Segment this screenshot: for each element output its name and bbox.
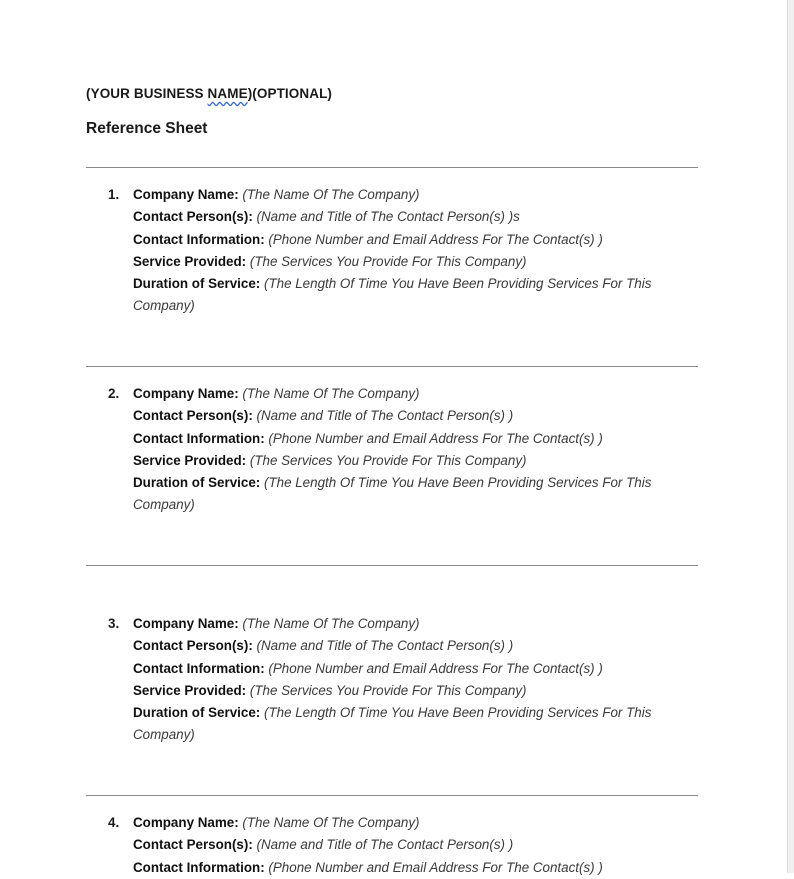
contact-person-value: (Name and Title of The Contact Person(s) )	[256, 638, 514, 654]
contact-person-line	[133, 635, 708, 657]
company-name-label: Company Name:	[133, 815, 239, 830]
contact-information-label: Contact Information:	[133, 430, 265, 446]
contact-information-label: Contact Information:	[133, 231, 265, 247]
divider-4	[86, 795, 698, 796]
contact-person-line	[133, 206, 708, 228]
contact-person-label: Contact Person(s):	[133, 837, 253, 853]
duration-value: (The Length Of Time You Have Been Providing Services For This Company)	[133, 705, 652, 743]
entry-number: 2.	[108, 386, 120, 401]
contact-information-line	[133, 857, 708, 879]
service-provided-label: Service Provided:	[133, 452, 247, 468]
contact-person-label: Contact Person(s):	[133, 408, 253, 424]
duration-label: Duration of Service:	[133, 475, 261, 491]
service-provided-line	[133, 450, 708, 472]
duration-value: (The Length Of Time You Have Been Providing Services For This Company)	[133, 475, 652, 513]
contact-information-value: (Phone Number and Email Address For The Contact(s) )	[268, 430, 603, 446]
business-prefix: (YOUR BUSINESS	[86, 86, 208, 101]
company-name-line	[133, 812, 708, 834]
business-suffix: )(OPTIONAL)	[247, 86, 333, 101]
contact-person-value: (Name and Title of The Contact Person(s) )	[256, 408, 514, 424]
contact-information-line	[133, 428, 708, 450]
entry-number: 1.	[108, 187, 120, 202]
duration-label: Duration of Service:	[133, 276, 261, 292]
company-name-value: (The Name Of The Company)	[242, 616, 420, 631]
company-name-value: (The Name Of The Company)	[242, 815, 420, 830]
contact-information-value: (Phone Number and Email Address For The Contact(s) )	[268, 660, 603, 676]
contact-person-label: Contact Person(s):	[133, 209, 253, 225]
service-provided-value: (The Services You Provide For This Company)	[249, 452, 527, 468]
contact-information-line	[133, 229, 708, 251]
divider-1	[86, 167, 698, 168]
page-title: Reference Sheet	[86, 120, 208, 137]
entry-number: 3.	[108, 616, 120, 631]
service-provided-line	[133, 680, 708, 702]
contact-information-label: Contact Information:	[133, 660, 265, 676]
company-name-label: Company Name:	[133, 187, 239, 202]
service-provided-value: (The Services You Provide For This Company)	[249, 682, 527, 698]
reference-entry-4	[108, 812, 708, 879]
duration-value: (The Length Of Time You Have Been Providing Services For This Company)	[133, 276, 652, 314]
business-name-heading	[86, 86, 332, 101]
service-provided-label: Service Provided:	[133, 682, 247, 698]
service-provided-line	[133, 251, 708, 273]
contact-person-value: (Name and Title of The Contact Person(s) )s	[256, 209, 520, 225]
company-name-label: Company Name:	[133, 386, 239, 401]
duration-line	[133, 702, 703, 747]
contact-person-line	[133, 834, 708, 856]
divider-2	[86, 366, 698, 367]
company-name-label: Company Name:	[133, 616, 239, 631]
contact-person-label: Contact Person(s):	[133, 638, 253, 654]
divider-3	[86, 565, 698, 566]
contact-information-value: (Phone Number and Email Address For The Contact(s) )	[268, 859, 603, 875]
company-name-line	[133, 383, 708, 405]
reference-entry-1	[108, 184, 708, 318]
company-name-line	[133, 184, 708, 206]
contact-information-label: Contact Information:	[133, 859, 265, 875]
contact-information-value: (Phone Number and Email Address For The Contact(s) )	[268, 231, 603, 247]
business-name-word: NAME	[207, 86, 248, 101]
page-edge-scroll-gutter	[787, 0, 794, 873]
service-provided-label: Service Provided:	[133, 253, 247, 269]
reference-entry-3	[108, 613, 708, 747]
duration-line	[133, 273, 703, 318]
company-name-value: (The Name Of The Company)	[242, 386, 420, 401]
company-name-value: (The Name Of The Company)	[242, 187, 420, 202]
contact-person-line	[133, 405, 708, 427]
contact-information-line	[133, 658, 708, 680]
contact-person-value: (Name and Title of The Contact Person(s) )	[256, 837, 514, 853]
service-provided-value: (The Services You Provide For This Company)	[249, 253, 527, 269]
entry-number: 4.	[108, 815, 120, 830]
duration-label: Duration of Service:	[133, 705, 261, 721]
company-name-line	[133, 613, 708, 635]
duration-line	[133, 472, 703, 517]
reference-entry-2	[108, 383, 708, 517]
